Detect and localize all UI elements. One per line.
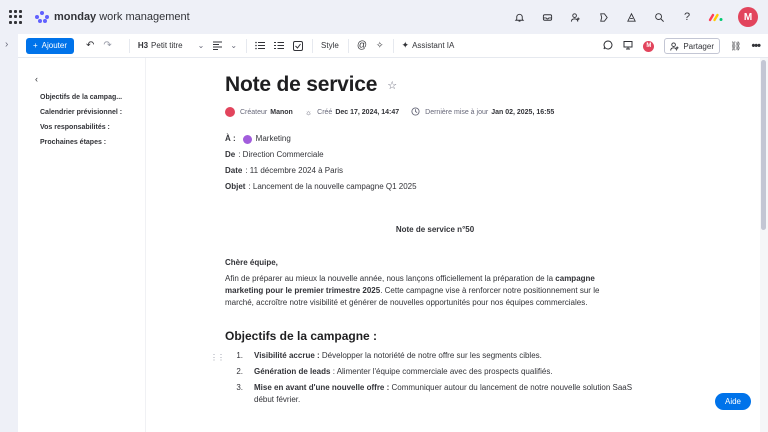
- plus-icon: +: [33, 41, 38, 50]
- more-options-icon[interactable]: •••: [751, 40, 760, 52]
- collaborator-avatar[interactable]: M: [643, 41, 654, 52]
- heading-select-label: Petit titre: [151, 41, 183, 50]
- bullet-list-icon[interactable]: [255, 41, 265, 50]
- to-label: À :: [225, 134, 236, 143]
- comment-icon[interactable]: [603, 40, 613, 52]
- memo-header-fields: [225, 131, 645, 195]
- help-button[interactable]: Aide: [715, 393, 751, 410]
- outline-item[interactable]: Vos responsabilités :: [40, 124, 110, 131]
- list-number: 2.: [236, 367, 243, 376]
- date-value: : 11 décembre 2024 à Paris: [245, 166, 344, 175]
- redo-icon[interactable]: ↷: [103, 40, 112, 51]
- ai-assistant-button[interactable]: [402, 40, 455, 51]
- objectives-list: [210, 350, 645, 406]
- marketplace-icon[interactable]: [624, 10, 638, 24]
- greeting: Chère équipe,: [225, 258, 278, 267]
- toolbar-divider: [246, 39, 247, 53]
- subject-label: Objet: [225, 182, 246, 191]
- item-text: : Alimenter l'équipe commerciale avec des prospects qualifiés.: [330, 367, 553, 376]
- add-button-label: Ajouter: [41, 41, 68, 50]
- brand-name: monday: [54, 11, 97, 23]
- list-item: [210, 350, 645, 362]
- section-heading: Objectifs de la campagne :: [225, 329, 378, 343]
- top-bar: [0, 0, 768, 34]
- toolbar-divider: [393, 39, 394, 53]
- doc-meta: [225, 106, 645, 118]
- team-icon: [243, 135, 252, 144]
- toolbar-divider: [348, 39, 349, 53]
- ai-assistant-label: Assistant IA: [412, 41, 455, 50]
- present-icon[interactable]: [623, 40, 633, 52]
- sparkle-icon: ✦: [401, 40, 410, 50]
- doc-frame: [18, 34, 768, 432]
- heading-select[interactable]: [138, 41, 205, 50]
- document-body[interactable]: [210, 58, 645, 410]
- item-text: Communiquer autour du lancement de notre nouvelle solution SaaS début février.: [254, 383, 633, 404]
- clock-icon: [411, 107, 420, 118]
- scrollbar[interactable]: [760, 58, 768, 432]
- toolbar-divider: [129, 39, 130, 53]
- item-bold: Mise en avant d'une nouvelle offre :: [254, 383, 390, 392]
- invite-members-icon[interactable]: [568, 10, 582, 24]
- heading-level: H3: [137, 41, 149, 50]
- brand-product: work management: [99, 11, 190, 23]
- user-avatar[interactable]: M: [738, 7, 758, 27]
- outline-item[interactable]: Calendrier prévisionnel :: [40, 109, 123, 116]
- creator-avatar: [225, 107, 235, 117]
- updated-date: Jan 02, 2025, 16:55: [491, 108, 555, 116]
- intro-paragraph: [225, 273, 621, 309]
- left-rail: [0, 34, 18, 432]
- copy-link-icon[interactable]: ⛓: [730, 40, 742, 51]
- style-button[interactable]: Style: [321, 41, 339, 50]
- created-icon: ☼: [304, 107, 313, 117]
- item-bold: Visibilité accrue :: [254, 351, 320, 360]
- chevron-down-icon: ⌄: [197, 41, 205, 50]
- creator-label: Créateur: [240, 108, 268, 116]
- inbox-icon[interactable]: [540, 10, 554, 24]
- drag-handle-icon[interactable]: ⋮⋮: [210, 353, 224, 362]
- editor-toolbar: [18, 34, 768, 58]
- numbered-list-icon[interactable]: [274, 41, 284, 50]
- brand-logo[interactable]: [35, 11, 190, 23]
- apps-icon[interactable]: [596, 10, 610, 24]
- toolbar-divider: [312, 39, 313, 53]
- outline-item[interactable]: Prochaines étapes :: [40, 139, 107, 146]
- date-label: Date: [225, 166, 243, 175]
- to-value[interactable]: Marketing: [255, 134, 291, 143]
- outline-item[interactable]: Objectifs de la campag...: [40, 94, 123, 101]
- magic-format-icon[interactable]: ✧: [375, 40, 384, 50]
- monday-product-icon[interactable]: [708, 10, 724, 24]
- page-title[interactable]: Note de service: [225, 73, 378, 96]
- created-date: Dec 17, 2024, 14:47: [335, 108, 400, 116]
- bell-icon[interactable]: [512, 10, 526, 24]
- invite-icon: [670, 42, 679, 51]
- chevron-down-icon: ⌄: [230, 41, 238, 50]
- intro-text: Afin de préparer au mieux la nouvelle année, nous lançons officiellement la préparation de la: [225, 274, 556, 283]
- from-label: De: [225, 150, 236, 159]
- intro-text-rest: . Cette campagne vise à renforcer notre positionnement sur le marché, accroître notre visibilité et générer de nouvelles opportunités pour nos équipes commerciales.: [225, 286, 600, 307]
- memo-number: Note de service n°50: [395, 225, 475, 234]
- created-label: Créé: [317, 108, 333, 116]
- monday-logo-icon: [35, 11, 49, 23]
- from-value: : Direction Commerciale: [238, 150, 324, 159]
- align-select[interactable]: [213, 41, 237, 50]
- list-item: [225, 382, 645, 406]
- search-icon[interactable]: [652, 10, 666, 24]
- doc-outline: [18, 58, 146, 432]
- item-text: Développer la notoriété de notre offre sur les segments cibles.: [319, 351, 542, 360]
- intro-bold: campagne marketing pour le premier trimestre 2025: [225, 274, 595, 295]
- share-button[interactable]: [664, 38, 720, 54]
- list-item: [225, 366, 645, 378]
- star-icon[interactable]: ☆: [387, 79, 398, 92]
- list-number: 1.: [236, 351, 243, 360]
- checklist-icon[interactable]: [293, 41, 303, 51]
- align-left-icon: [213, 41, 223, 50]
- scrollbar-thumb[interactable]: [761, 60, 766, 230]
- list-number: 3.: [236, 383, 243, 392]
- mention-icon[interactable]: @: [356, 40, 367, 51]
- app-switcher-icon[interactable]: [9, 10, 23, 24]
- subject-value: : Lancement de la nouvelle campagne Q1 2025: [248, 182, 417, 191]
- collapse-outline-icon[interactable]: ‹: [35, 74, 38, 84]
- item-bold: Génération de leads: [254, 367, 331, 376]
- updated-label: Dernière mise à jour: [425, 108, 489, 116]
- creator-name[interactable]: Manon: [270, 108, 293, 116]
- help-icon[interactable]: ?: [683, 11, 691, 23]
- expand-sidebar-icon[interactable]: ›: [5, 39, 9, 50]
- add-button[interactable]: [26, 38, 74, 54]
- undo-icon[interactable]: ↶: [86, 40, 95, 51]
- share-button-label: Partager: [683, 41, 714, 51]
